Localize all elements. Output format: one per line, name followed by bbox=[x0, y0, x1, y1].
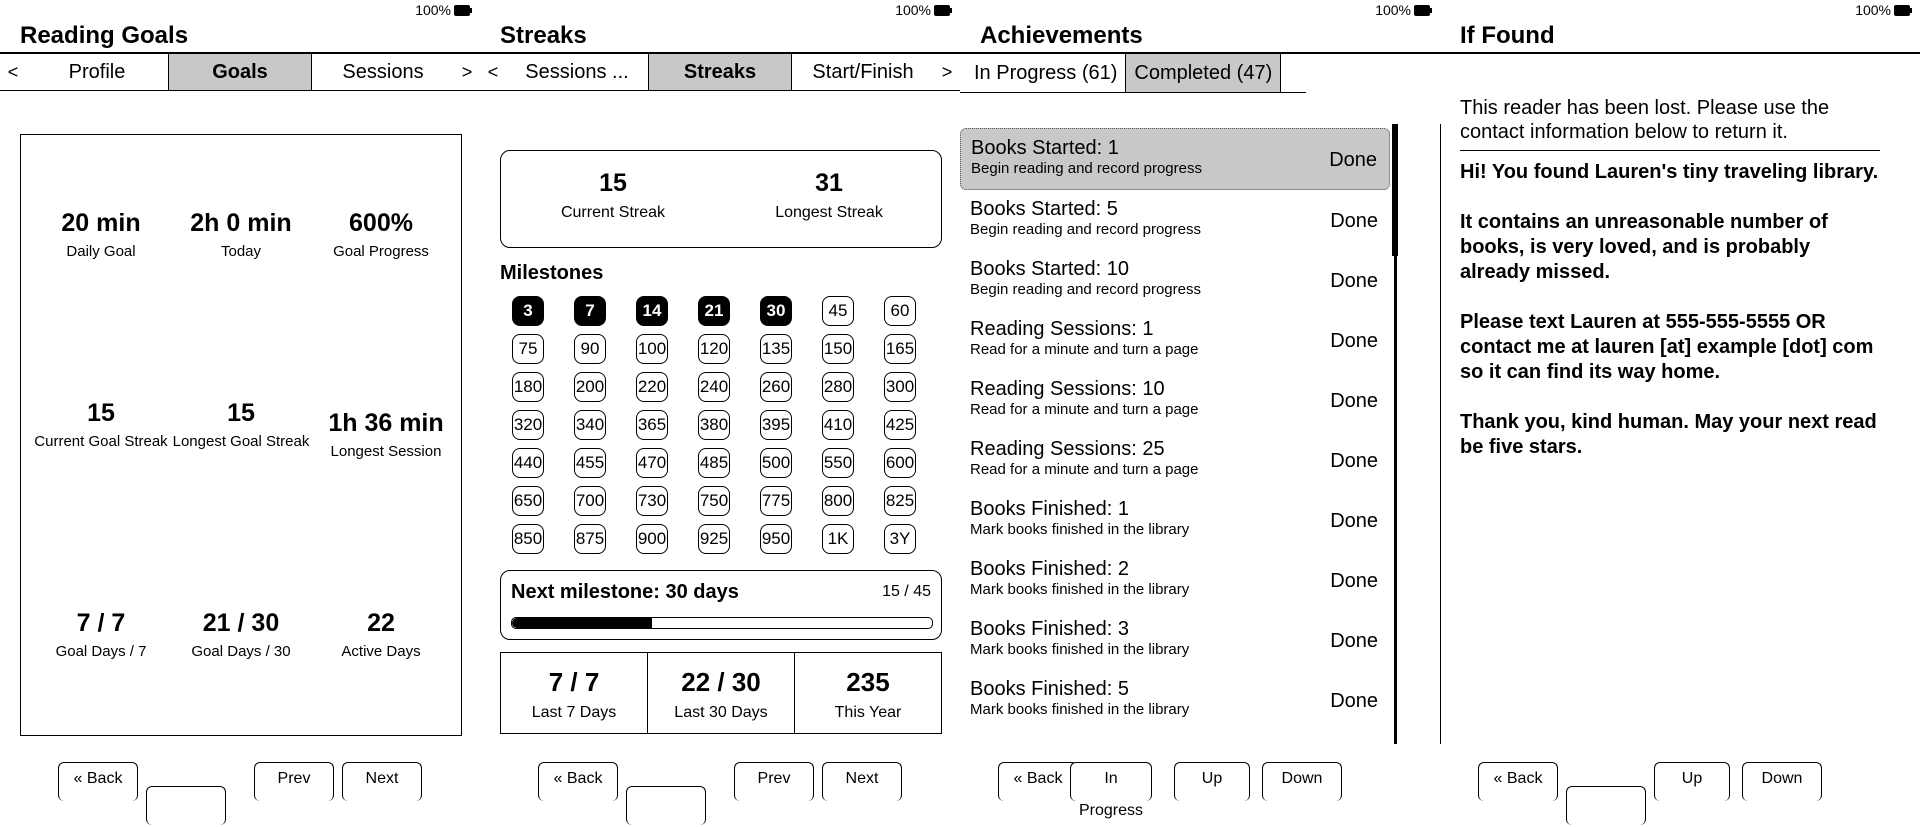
stat-daily-goal bbox=[31, 209, 171, 261]
achievement-item[interactable] bbox=[960, 670, 1390, 730]
milestone-chip: 3Y bbox=[884, 524, 916, 554]
back-button[interactable]: « Back bbox=[538, 762, 618, 801]
stat-label: Active Days bbox=[341, 643, 421, 660]
milestones-heading: Milestones bbox=[500, 262, 604, 284]
achievement-status: Done bbox=[1330, 690, 1378, 712]
achievements-panel bbox=[960, 0, 1440, 819]
achievement-name: Books Finished: 2 bbox=[970, 558, 1129, 580]
milestone-chip: 90 bbox=[574, 334, 606, 364]
stat-longest-session bbox=[311, 409, 461, 461]
tab-prev-arrow-icon[interactable]: < bbox=[7, 61, 19, 82]
longest-streak-label: Longest Streak bbox=[775, 204, 883, 221]
battery-text: 100% bbox=[1375, 2, 1411, 18]
page-title: If Found bbox=[1440, 20, 1920, 54]
tab-bar bbox=[480, 54, 960, 91]
battery-text: 100% bbox=[415, 2, 451, 18]
tab-in-progress[interactable]: In Progress (61) bbox=[974, 62, 1118, 84]
achievement-status: Done bbox=[1330, 390, 1378, 412]
found-message bbox=[1460, 160, 1880, 485]
tab-prev-arrow-icon[interactable]: < bbox=[487, 61, 499, 82]
achievement-item[interactable] bbox=[960, 190, 1390, 250]
milestone-chip: 600 bbox=[884, 448, 916, 478]
status-bar bbox=[1440, 0, 1920, 20]
stat-label: Longest Session bbox=[330, 443, 442, 460]
achievement-description: Read for a minute and turn a page bbox=[970, 461, 1199, 478]
stat-value: 1h 36 min bbox=[328, 409, 444, 437]
milestone-chip: 135 bbox=[760, 334, 792, 364]
stat-value: 7 / 7 bbox=[76, 609, 126, 637]
achievement-tab-bar bbox=[960, 54, 1306, 93]
summary-label: This Year bbox=[834, 704, 902, 721]
achievement-item[interactable] bbox=[960, 430, 1390, 490]
milestone-chip: 200 bbox=[574, 372, 606, 402]
milestone-chip: 21 bbox=[698, 296, 730, 326]
milestone-chip: 240 bbox=[698, 372, 730, 402]
battery-icon bbox=[1894, 5, 1910, 16]
achievement-item[interactable] bbox=[960, 128, 1390, 190]
stat-active-days bbox=[311, 609, 451, 661]
stat-current-goal-streak bbox=[31, 399, 171, 451]
blank-button[interactable] bbox=[626, 786, 706, 825]
tab-next-arrow-icon[interactable]: > bbox=[941, 61, 953, 82]
milestone-chip: 700 bbox=[574, 486, 606, 516]
achievement-name: Reading Sessions: 1 bbox=[970, 318, 1154, 340]
summary-label: Last 30 Days bbox=[674, 704, 768, 721]
stat-label: Longest Goal Streak bbox=[172, 433, 310, 450]
achievement-description: Begin reading and record progress bbox=[970, 281, 1201, 298]
achievement-name: Reading Sessions: 10 bbox=[970, 378, 1165, 400]
tab-goals[interactable]: Goals bbox=[168, 54, 312, 90]
achievement-description: Read for a minute and turn a page bbox=[970, 341, 1199, 358]
battery-icon bbox=[1414, 5, 1430, 16]
stat-value: 15 bbox=[227, 399, 255, 427]
next-button[interactable]: Next bbox=[342, 762, 422, 801]
page-title: Streaks bbox=[480, 20, 960, 54]
achievement-item[interactable] bbox=[960, 250, 1390, 310]
stat-value: 20 min bbox=[61, 209, 141, 237]
achievement-description: Mark books finished in the library bbox=[970, 521, 1190, 538]
found-paragraph: It contains an unreasonable number of books, is very loved, and is probably already missed. bbox=[1460, 211, 1828, 283]
tab-profile[interactable]: Profile bbox=[68, 61, 126, 83]
back-button[interactable]: « Back bbox=[998, 762, 1078, 801]
achievement-description: Begin reading and record progress bbox=[971, 160, 1202, 177]
milestone-chip: 300 bbox=[884, 372, 916, 402]
achievement-status: Done bbox=[1330, 210, 1378, 232]
milestone-chip: 180 bbox=[512, 372, 544, 402]
milestone-chip: 440 bbox=[512, 448, 544, 478]
tab-start-finish[interactable]: Start/Finish bbox=[812, 61, 914, 83]
current-streak-label: Current Streak bbox=[560, 204, 666, 221]
milestone-chip: 150 bbox=[822, 334, 854, 364]
summary-value: 22 / 30 bbox=[681, 667, 761, 697]
achievement-name: Books Started: 5 bbox=[970, 198, 1118, 220]
milestone-chip: 75 bbox=[512, 334, 544, 364]
summary-value: 7 / 7 bbox=[548, 667, 600, 697]
achievement-name: Books Finished: 5 bbox=[970, 678, 1129, 700]
milestone-chip: 280 bbox=[822, 372, 854, 402]
prev-button[interactable]: Prev bbox=[734, 762, 814, 801]
status-bar bbox=[0, 0, 480, 20]
milestone-chip: 30 bbox=[760, 296, 792, 326]
up-button[interactable]: Up bbox=[1654, 762, 1730, 801]
found-paragraph: Hi! You found Lauren's tiny traveling library. bbox=[1460, 161, 1879, 183]
achievement-item[interactable] bbox=[960, 490, 1390, 550]
summary-this-year bbox=[795, 653, 941, 733]
summary-last-7 bbox=[501, 653, 648, 733]
tab-bar bbox=[0, 54, 480, 91]
achievement-status: Done bbox=[1330, 630, 1378, 652]
achievement-description: Mark books finished in the library bbox=[970, 701, 1190, 718]
milestone-chip: 825 bbox=[884, 486, 916, 516]
milestone-chip: 650 bbox=[512, 486, 544, 516]
milestone-chip: 365 bbox=[636, 410, 668, 440]
tab-sessions[interactable]: Sessions ... bbox=[525, 61, 629, 83]
status-bar bbox=[480, 0, 960, 20]
panel-divider bbox=[1440, 124, 1441, 744]
prev-button[interactable]: Prev bbox=[254, 762, 334, 801]
achievement-status: Done bbox=[1329, 149, 1377, 171]
achievement-description: Begin reading and record progress bbox=[970, 221, 1201, 238]
milestone-chip: 7 bbox=[574, 296, 606, 326]
stat-value: 15 bbox=[87, 399, 115, 427]
back-button[interactable]: « Back bbox=[1478, 762, 1558, 801]
achievement-status: Done bbox=[1330, 330, 1378, 352]
next-milestone-count: 15 / 45 bbox=[882, 583, 931, 600]
milestone-chip: 165 bbox=[884, 334, 916, 364]
milestone-chip: 14 bbox=[636, 296, 668, 326]
milestone-chip: 730 bbox=[636, 486, 668, 516]
stat-value: 21 / 30 bbox=[202, 609, 280, 637]
milestone-chip: 950 bbox=[760, 524, 792, 554]
milestone-chip: 800 bbox=[822, 486, 854, 516]
milestone-chip: 500 bbox=[760, 448, 792, 478]
achievement-status: Done bbox=[1330, 570, 1378, 592]
achievement-name: Books Finished: 1 bbox=[970, 498, 1129, 520]
found-intro-text: This reader has been lost. Please use the contact information below to return it. bbox=[1460, 96, 1880, 151]
achievement-item[interactable] bbox=[960, 550, 1390, 610]
streak-period-summary bbox=[500, 652, 942, 734]
up-button[interactable]: Up bbox=[1174, 762, 1250, 801]
down-button[interactable]: Down bbox=[1742, 762, 1822, 801]
summary-last-30 bbox=[648, 653, 795, 733]
stat-today bbox=[171, 209, 311, 261]
milestone-chip: 485 bbox=[698, 448, 730, 478]
milestone-chip: 900 bbox=[636, 524, 668, 554]
milestone-chip: 550 bbox=[822, 448, 854, 478]
streak-summary-box bbox=[500, 150, 942, 248]
stat-goal-days-7 bbox=[31, 609, 171, 661]
current-streak-value: 15 bbox=[599, 169, 627, 197]
battery-text: 100% bbox=[895, 2, 931, 18]
achievement-status: Done bbox=[1330, 270, 1378, 292]
milestone-chip: 3 bbox=[512, 296, 544, 326]
battery-icon bbox=[934, 5, 950, 16]
page-title: Reading Goals bbox=[0, 20, 480, 54]
milestone-chip: 120 bbox=[698, 334, 730, 364]
scrollbar-thumb[interactable] bbox=[1392, 124, 1398, 256]
next-milestone-progress-bar bbox=[511, 617, 933, 629]
milestone-chip: 45 bbox=[822, 296, 854, 326]
milestone-chip: 60 bbox=[884, 296, 916, 326]
next-milestone-box bbox=[500, 570, 942, 640]
milestone-chip: 1K bbox=[822, 524, 854, 554]
achievement-item[interactable] bbox=[960, 370, 1390, 430]
reading-goals-panel bbox=[0, 0, 480, 800]
stat-label: Goal Progress bbox=[333, 243, 429, 260]
milestone-chip: 260 bbox=[760, 372, 792, 402]
milestone-chip: 340 bbox=[574, 410, 606, 440]
tab-sessions[interactable]: Sessions bbox=[342, 61, 424, 83]
streaks-panel bbox=[480, 0, 960, 800]
achievement-status: Done bbox=[1330, 510, 1378, 532]
achievement-name: Books Finished: 3 bbox=[970, 618, 1129, 640]
achievement-description: Mark books finished in the library bbox=[970, 641, 1190, 658]
achievement-name: Books Started: 1 bbox=[971, 137, 1119, 159]
milestone-chip: 750 bbox=[698, 486, 730, 516]
milestone-chip: 395 bbox=[760, 410, 792, 440]
stat-value: 22 bbox=[367, 609, 395, 637]
stat-value: 600% bbox=[349, 209, 413, 237]
milestone-chip: 425 bbox=[884, 410, 916, 440]
achievement-description: Read for a minute and turn a page bbox=[970, 401, 1199, 418]
in-progress-button[interactable]: In Progress bbox=[1070, 762, 1152, 801]
milestone-chip: 470 bbox=[636, 448, 668, 478]
summary-label: Last 7 Days bbox=[531, 704, 617, 721]
achievement-status: Done bbox=[1330, 450, 1378, 472]
status-bar bbox=[960, 0, 1440, 20]
achievement-item[interactable] bbox=[960, 310, 1390, 370]
achievement-list bbox=[960, 128, 1390, 730]
next-button[interactable]: Next bbox=[822, 762, 902, 801]
next-milestone-label: Next milestone: 30 days bbox=[511, 581, 739, 603]
battery-text: 100% bbox=[1855, 2, 1891, 18]
milestone-chip: 455 bbox=[574, 448, 606, 478]
milestone-chip: 875 bbox=[574, 524, 606, 554]
blank-button[interactable] bbox=[146, 786, 226, 825]
stat-label: Current Goal Streak bbox=[34, 433, 168, 450]
if-found-panel bbox=[1440, 0, 1920, 800]
longest-streak bbox=[729, 169, 929, 222]
tab-next-arrow-icon[interactable]: > bbox=[461, 61, 473, 82]
progress-fill bbox=[512, 618, 652, 628]
summary-value: 235 bbox=[846, 667, 890, 697]
blank-button[interactable] bbox=[1566, 786, 1646, 825]
stat-goal-progress bbox=[311, 209, 451, 261]
tab-completed[interactable]: Completed (47) bbox=[1125, 54, 1281, 92]
goals-stats-box bbox=[20, 134, 462, 736]
page-title: Achievements bbox=[960, 20, 1440, 54]
tab-streaks[interactable]: Streaks bbox=[648, 54, 792, 90]
milestone-chip: 410 bbox=[822, 410, 854, 440]
current-streak bbox=[513, 169, 713, 222]
milestone-chip: 925 bbox=[698, 524, 730, 554]
milestone-chip: 775 bbox=[760, 486, 792, 516]
milestone-chip: 850 bbox=[512, 524, 544, 554]
stat-value: 2h 0 min bbox=[190, 209, 292, 237]
stat-label: Today bbox=[220, 243, 262, 260]
stat-label: Goal Days / 7 bbox=[55, 643, 147, 660]
milestone-chip: 100 bbox=[636, 334, 668, 364]
achievement-description: Mark books finished in the library bbox=[970, 581, 1190, 598]
found-paragraph: Please text Lauren at 555-555-5555 OR contact me at lauren [at] example [dot] com so it can find its way home. bbox=[1460, 311, 1874, 383]
achievement-name: Books Started: 10 bbox=[970, 258, 1129, 280]
battery-icon bbox=[454, 5, 470, 16]
milestone-chip: 380 bbox=[698, 410, 730, 440]
stat-goal-days-30 bbox=[171, 609, 311, 661]
down-button[interactable]: Down bbox=[1262, 762, 1342, 801]
achievement-name: Reading Sessions: 25 bbox=[970, 438, 1165, 460]
milestone-chip: 220 bbox=[636, 372, 668, 402]
found-paragraph: Thank you, kind human. May your next read be five stars. bbox=[1460, 411, 1877, 458]
stat-label: Goal Days / 30 bbox=[191, 643, 291, 660]
stat-label: Daily Goal bbox=[66, 243, 136, 260]
milestone-chip: 320 bbox=[512, 410, 544, 440]
stat-longest-goal-streak bbox=[171, 399, 311, 451]
back-button[interactable]: « Back bbox=[58, 762, 138, 801]
longest-streak-value: 31 bbox=[815, 169, 843, 197]
achievement-item[interactable] bbox=[960, 610, 1390, 670]
